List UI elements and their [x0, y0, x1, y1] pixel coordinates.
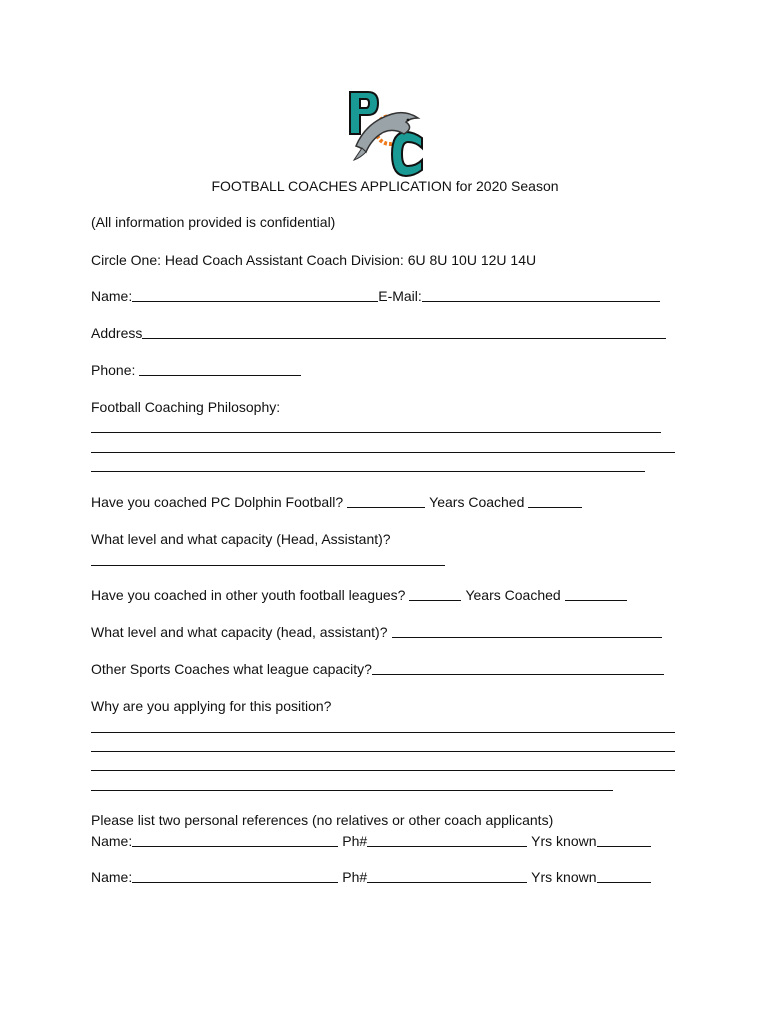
address-blank[interactable]: [142, 324, 666, 339]
other-sports-label: Other Sports Coaches what league capacity?: [91, 661, 372, 677]
address-row: [91, 323, 666, 341]
why-line-3[interactable]: [91, 770, 675, 771]
reference-years-blank[interactable]: [597, 832, 651, 847]
reference-years-blank[interactable]: [597, 868, 651, 883]
confidential-note-row: [91, 212, 335, 230]
years-coached-label: Years Coached: [429, 494, 525, 510]
circle-one-text: Circle One: Head Coach Assistant Coach Division: 6U 8U 10U 12U 14U: [91, 252, 537, 268]
reference-name-blank[interactable]: [132, 832, 338, 847]
reference-years-label: Yrs known: [531, 869, 597, 885]
phone-label: Phone:: [91, 362, 136, 378]
circle-one-row: [91, 250, 536, 268]
email-blank[interactable]: [422, 287, 660, 302]
coached-pc-label: Have you coached PC Dolphin Football?: [91, 494, 344, 510]
other-leagues-label: Have you coached in other youth football leagues?: [91, 587, 406, 603]
level-capacity-line[interactable]: [91, 565, 445, 566]
reference-row: [91, 831, 651, 849]
philosophy-label: Football Coaching Philosophy:: [91, 399, 281, 415]
other-years-coached-label: Years Coached: [465, 587, 561, 603]
pc-dolphin-logo: [344, 88, 426, 180]
confidential-note: (All information provided is confidential): [91, 214, 336, 230]
reference-row: [91, 867, 651, 885]
form-title: FOOTBALL COACHES APPLICATION for 2020 Season: [211, 178, 559, 194]
level-capacity-lower-blank[interactable]: [392, 623, 662, 638]
phone-row: [91, 360, 301, 378]
name-blank[interactable]: [132, 287, 378, 302]
coached-pc-row: [91, 492, 582, 510]
reference-name-label: Name:: [91, 833, 133, 849]
address-label: Address: [91, 325, 143, 341]
references-intro-row: [91, 810, 553, 828]
why-label: Why are you applying for this position?: [91, 698, 332, 714]
level-capacity-label: What level and what capacity (Head, Assistant)?: [91, 531, 391, 547]
name-email-row: [91, 286, 660, 304]
why-row: [91, 696, 331, 714]
philosophy-line-1[interactable]: [91, 432, 661, 433]
coached-pc-blank[interactable]: [347, 493, 425, 508]
name-label: Name:: [91, 288, 133, 304]
reference-name-label: Name:: [91, 869, 133, 885]
level-capacity-lower-label: What level and what capacity (head, assistant)?: [91, 624, 388, 640]
phone-blank[interactable]: [139, 361, 301, 376]
other-sports-row: [91, 659, 664, 677]
level-capacity-row: [91, 529, 391, 547]
email-label: E-Mail:: [378, 288, 422, 304]
other-sports-blank[interactable]: [372, 660, 664, 675]
why-line-4[interactable]: [91, 790, 613, 791]
other-years-coached-blank[interactable]: [565, 586, 627, 601]
other-leagues-row: [91, 585, 627, 603]
reference-phone-blank[interactable]: [367, 868, 527, 883]
reference-name-blank[interactable]: [132, 868, 338, 883]
years-coached-blank[interactable]: [528, 493, 582, 508]
why-line-2[interactable]: [91, 751, 675, 752]
references-intro: Please list two personal references (no relatives or other coach applicants): [91, 812, 554, 828]
reference-phone-label: Ph#: [342, 833, 368, 849]
other-leagues-blank[interactable]: [409, 586, 461, 601]
level-capacity-lower-row: [91, 622, 662, 640]
reference-phone-blank[interactable]: [367, 832, 527, 847]
philosophy-row: [91, 397, 280, 415]
philosophy-line-2[interactable]: [91, 452, 675, 453]
philosophy-line-3[interactable]: [91, 471, 645, 472]
why-line-1[interactable]: [91, 732, 675, 733]
reference-years-label: Yrs known: [531, 833, 597, 849]
reference-phone-label: Ph#: [342, 869, 368, 885]
